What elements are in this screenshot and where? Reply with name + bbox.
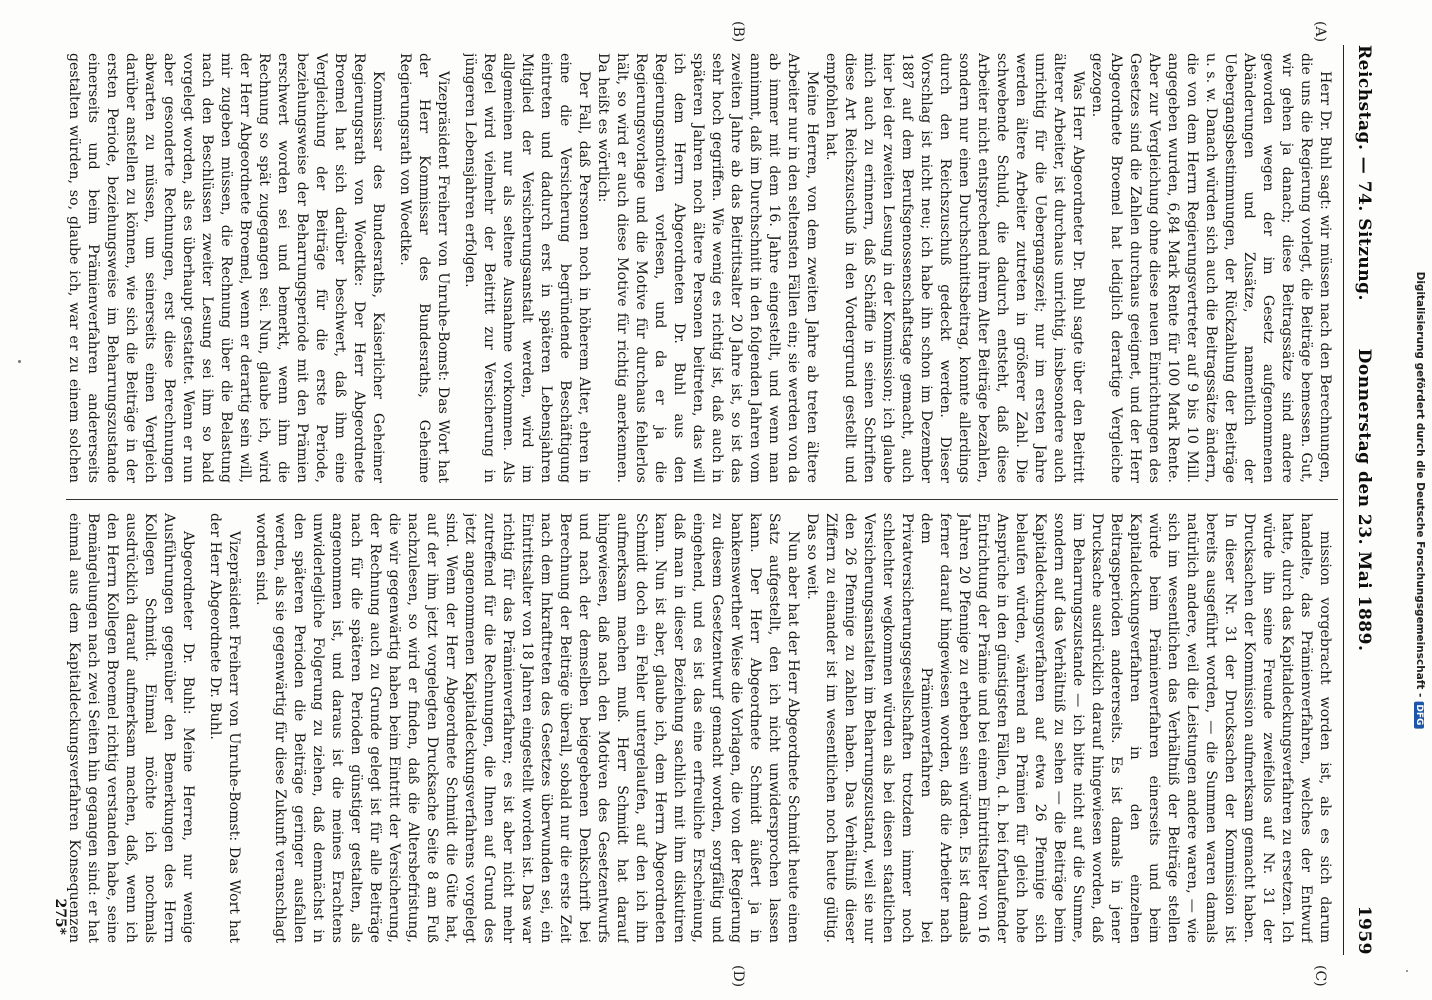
paragraph: Was Herr Abgeordneter Dr. Buhl sagte über den Beitritt älterer Arbeiter, ist durchaus unrichtig, insbesondere auch unrichtig für die Uebergangszeit; nur im ersten Jahre werden ältere Arbeiter zutreten in größerer Zahl. Die schwebende Schuld, die dadurch entsteht, daß diese Arbeiter nicht entsprechend ihrem Alter Beiträge bezahlen, sondern nur einen Durchschnittsbeitrag, konnte allerdings durch den Reichszuschuß gedeckt werden. Dieser Vorschlag ist nicht neu; ich habe ihn schon im Dezember 1887 auf dem Berufsgenossenschaftstage gemacht, auch hier bei der zweiten Lesung in der Kommission; ich glaube mich auch zu erinnern, daß Schäffle in seinen Schriften diese Art Reichszuschuß in den Vordergrund gestellt und empfohlen hat. xyxy=(823,53,1086,483)
speaker-paragraph: Vizepräsident Freiherr von Unruhe-Bomst: Das Wort hat der Herr Kommissar des Bundesraths, Geheime Regierungsrath von Woedtke. xyxy=(397,53,451,483)
scan-speck xyxy=(1406,970,1408,972)
footer-signature-number: 275* xyxy=(52,898,68,935)
header-date: Donnerstag den 23. Mai 1889. xyxy=(1354,348,1374,652)
paragraph: Herr Dr. Buhl sagt: wir müssen nach den Berechnungen, die uns die Regierung vorlegt, die Beiträge bemessen. Gut, wir gehen ja danach; diese Beitragssätze sind andere geworden wegen der im Gesetz aufgenommenen Abänderungen und Zusätze, namentlich der Uebergangsbestimmungen, der Rückzahlung der Beiträge u. s. w. Danach würden sich auch die Beitragssätze ändern, die von dem Herrn Regierungsvertreter auf 9 bis 10 Mill. angegeben wurden, 6,84 Mark Rente für 100 Mark Rente. Aber zur Vergleichung ohne diese neuen Einrichtungen des Gesetzes sind die Zahlen durchaus geeignet, und der Herr Abgeordnete Broemel hat lediglich derartige Vergleiche gezogen. xyxy=(1089,53,1333,483)
dfg-logo: DFG xyxy=(1414,701,1424,728)
margin-mark-d: (D) xyxy=(730,965,746,988)
header-rule xyxy=(1343,45,1344,955)
credit-label: Digitalisierung gefördert durch die Deutsche Forschungsgemeinschaft - xyxy=(1414,271,1426,698)
scan-speck xyxy=(18,360,21,363)
text-column-left xyxy=(66,53,1334,483)
speaker-paragraph: Kommissar des Bundesraths, Kaiserlicher Geheimer Regierungsrath von Woedtke: Der Herr Abgeordnete Broemel hat sich darüber beschwert, daß ihm eine Vergleichung der Beiträge für die erste Periode, beziehungsweise der Beharrungsperiode mit den Prämien erschwert worden sei und bemerkt, wenn ihm die Rechnung so spät zugegangen sei. Nun, glaube ich, wird der Herr Abgeordnete Broemel, wenn er derartig sein will, mir zugeben müssen, die Rechnung über die Belastung nach den Beschlüssen zweiter Lesung sei ihm so bald vorgelegt worden, als es überhaupt gestattet. Wenn er nun aber gesonderte Rechnungen, erst diese Berechnungen abwarten zu müssen, um seinerseits einen Vergleich darüber anstellen zu können, wie sich die Beiträge in der ersten Periode, beziehungsweise im Beharrungszustande einerseits und beim Prämienverfahren andererseits gestalten würden, so, glaube ich, war er zu einem solchen xyxy=(66,53,386,483)
header-page-number: 1959 xyxy=(1354,905,1374,955)
header-left-title: Reichstag. — 74. Sitzung. xyxy=(1354,45,1374,301)
speaker-paragraph: Abgeordneter Dr. Buhl: Meine Herren, nur wenige Ausführungen gegenüber den Bemerkungen des Herrn Kollegen Schmidt. Einmal möchte ich nochmals ausdrücklich darauf aufmerksam machen, daß, wenn ich den Herrn Kollegen Broemel richtig verstanden habe, seine Bemängelungen nach zwei Seiten hin gegangen sind: er hat einmal aus dem Kapitaldeckungsverfahren Konsequenzen xyxy=(66,513,196,943)
column-divider xyxy=(66,499,1338,500)
margin-mark-c: (C) xyxy=(1312,965,1328,987)
paragraph: Nun aber hat der Herr Abgeordnete Schmidt heute einen Satz aufgestellt, den ich nicht unwidersprochen lassen kann. Der Herr Abgeordnete Schmidt äußert ja in bankenswerther Weise die Vorlagen, die von der Regierung zu diesem Gesetzentwurf gemacht worden, sorgfältig und eingehend, und es ist das eine erfreuliche Erscheinung, daß man in dieser Beziehung sachlich mit ihm diskutiren kann. Nun ist aber, glaube ich, dem Herrn Abgeordneten Schmidt doch ein Fehler untergelaufen, auf den ich ihn aufmerksam machen muß. Herr Schmidt hat darauf hingewiesen, daß nach den Motiven des Gesetzentwurfs und nach der demselben beigegebenen Denkschrift bei Berechnung der Beiträge überall, sobald nur die erste Zeit nach dem Inkrafttreten des Gesetzes überwunden sei, ein Eintrittsalter von 18 Jahren eingestellt worden ist. Das war richtig für das Prämienverfahren; es ist aber nicht mehr zutreffend für die Rechnungen, die Ihnen auf Grund des jetzt angenommenen Kapitaldeckungsverfahrens vorgelegt sind. Wenn der Herr Abgeordnete Schmidt die Güte hat, auf der ihm jetzt vorgelegten Drucksache Seite 8 am Fuß nachzulesen, so wird er finden, daß die Altersbefristung, die wir gegenwärtig haben beim Eintritt der Versicherung, der Rechnung auch zu Grunde gelegt ist für alle Beiträge nach für die späteren Perioden günstiger gestalten, als angenommen ist, und daraus ist die meines Erachtens unwiderlegliche Folgerung zu ziehen, daß demnächst in den späteren Perioden die Beiträge geringer ausfallen werden, als sie gegenwärtig für diese Zukunft veranschlagt worden sind. xyxy=(253,513,801,943)
rotated-document-page xyxy=(46,21,1386,988)
text-column-right xyxy=(66,513,1334,943)
speaker-paragraph: Vizepräsident Freiherr von Unruhe-Bomst: Das Wort hat der Herr Abgeordnete Dr. Buhl. xyxy=(207,513,242,943)
margin-mark-a: (A) xyxy=(1312,21,1328,43)
page-header xyxy=(1346,45,1378,955)
paragraph: mission vorgebracht worden ist, als es sich darum handelte, das Prämienverfahren, welches der Entwurf hatte, durch das Kapitaldeckungsverfahren zu ersetzen. Ich würde ihn seine Freunde zweifellos auf Nr. 31 der Drucksachen der Kommission aufmerksam gemacht haben. In dieser Nr. 31 der Drucksachen der Kommission ist bereits ausgeführt worden, — die Summen waren damals natürlich andere, weil die Leistungen andere waren, — wie sich im wesentlichen das Verhältniß der Beiträge stellen würde beim Prämienverfahren einerseits und beim Kapitaldeckungsverfahren in den einzelnen Beitragsperioden andererseits. Es ist damals in jener Drucksache ausdrücklich darauf hingewiesen worden, daß im Beharrungszustande — ich bitte nicht auf die Summe, sondern auf das Verhältniß zu sehen — die Beiträge beim Kapitaldeckungsverfahren auf etwa 26 Pfennige sich belaufen würden, während an Prämien für gleich hohe Ansprüche in den günstigsten Fällen, d. h. bei fortlaufender Entrichtung der Prämie und bei einem Eintrittsalter von 16 Jahren 20 Pfennige zu erheben sein würden. Es ist damals ferner darauf hingewiesen worden, daß die Arbeiter nach dem Prämienverfahren bei Privatversicherungsgesellschaften trotzdem immer noch schlechter wegkommen würden als bei diesen staatlichen Versicherungsanstalten im Beharrungszustand, weil sie nur den 26 Pfennige zu zahlen haben. Das Verhältniß dieser Ziffern zu einander ist im wesentlichen noch heute gültig. Das so weit. xyxy=(804,513,1333,943)
credit-text xyxy=(1414,272,1426,729)
digitization-credit xyxy=(1408,0,1432,1000)
quoted-paragraph: Der Fall, daß Personen noch in höherem Alter, ehren in eine die Versicherung begründende Beschäftigung eintreten und dadurch erst in späteren Lebensjahren Mitglied der Versicherungsanstalt werden, wird im allgemeinen nur als seltene Ausnahme vorkommen. Als Regel wird vielmehr der Beitritt zur Versicherung in jüngeren Lebensjahren erfolgen. xyxy=(462,53,592,483)
margin-mark-b: (B) xyxy=(730,21,746,43)
paragraph: Meine Herren, von dem zweiten Jahre ab treten ältere Arbeiter nur in den seltensten Fällen ein; sie werden von da ab immer mit dem 16. Jahre eingestellt, und wenn man annimmt, daß im Durchschnitt in den folgenden Jahren vom zweiten Jahre ab das Beitrittsalter 20 Jahre ist, so ist das sehr hoch gegriffen. Wie wenig es richtig ist, daß auch in späteren Jahren noch ältere Personen beitreten, das will ich dem Herrn Abgeordneten Dr. Buhl aus den Regierungsmotiven vorlesen, und da er ja die Regierungsvorlage und die Motive für durchaus fehlerlos hält, so wird er auch diese Motive für richtig anerkennen. Da heißt es wörtlich: xyxy=(595,53,820,483)
